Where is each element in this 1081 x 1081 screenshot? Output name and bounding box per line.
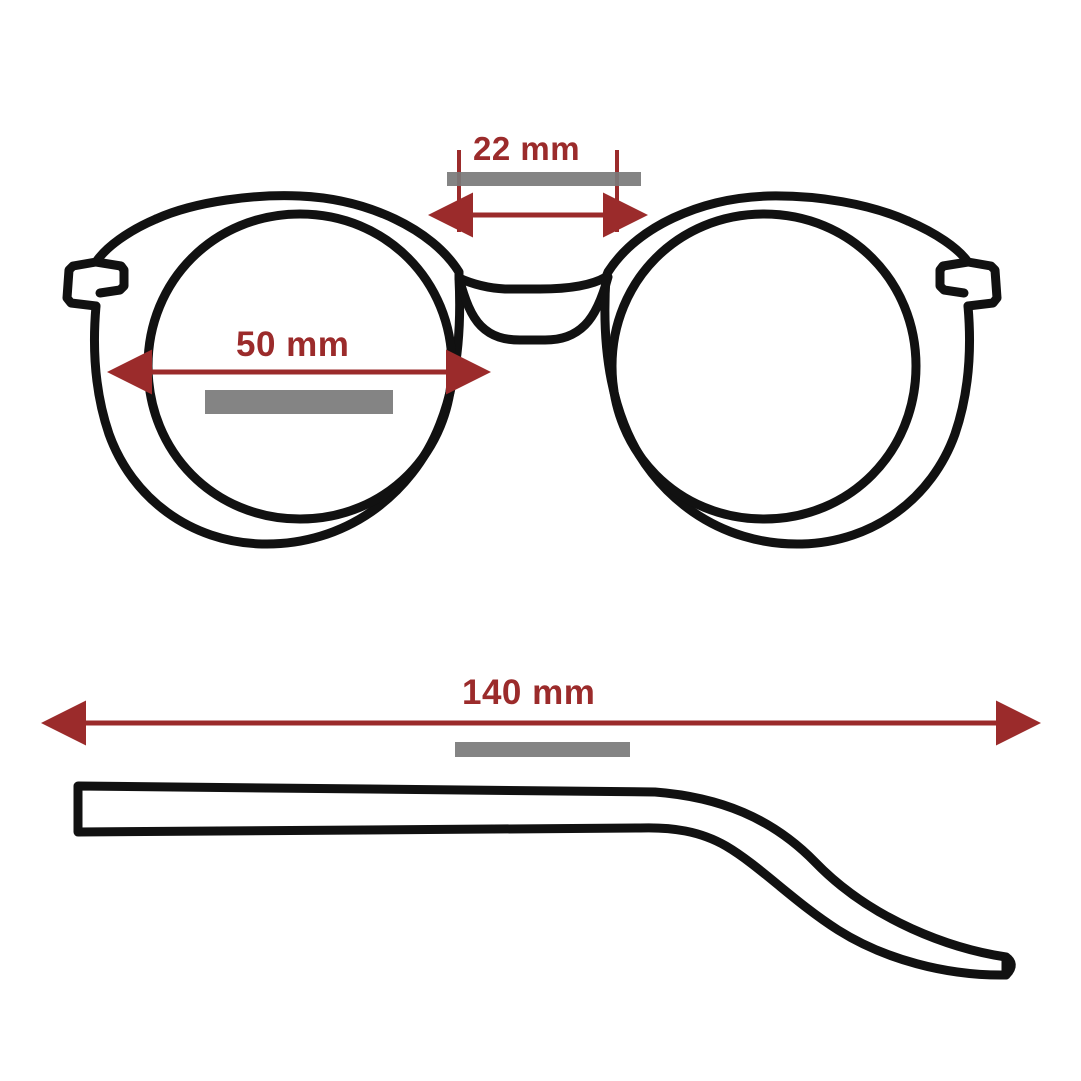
side-view-outline: [78, 786, 1011, 975]
lens-measurement-label: 50 mm: [236, 325, 350, 364]
redacted-bar-lens: [205, 390, 393, 414]
bridge-measurement-label: 22 mm: [473, 130, 581, 167]
redacted-bar-temple: [455, 742, 630, 757]
temple-measurement-label: 140 mm: [462, 673, 596, 712]
redacted-bar-bridge: [447, 172, 641, 186]
